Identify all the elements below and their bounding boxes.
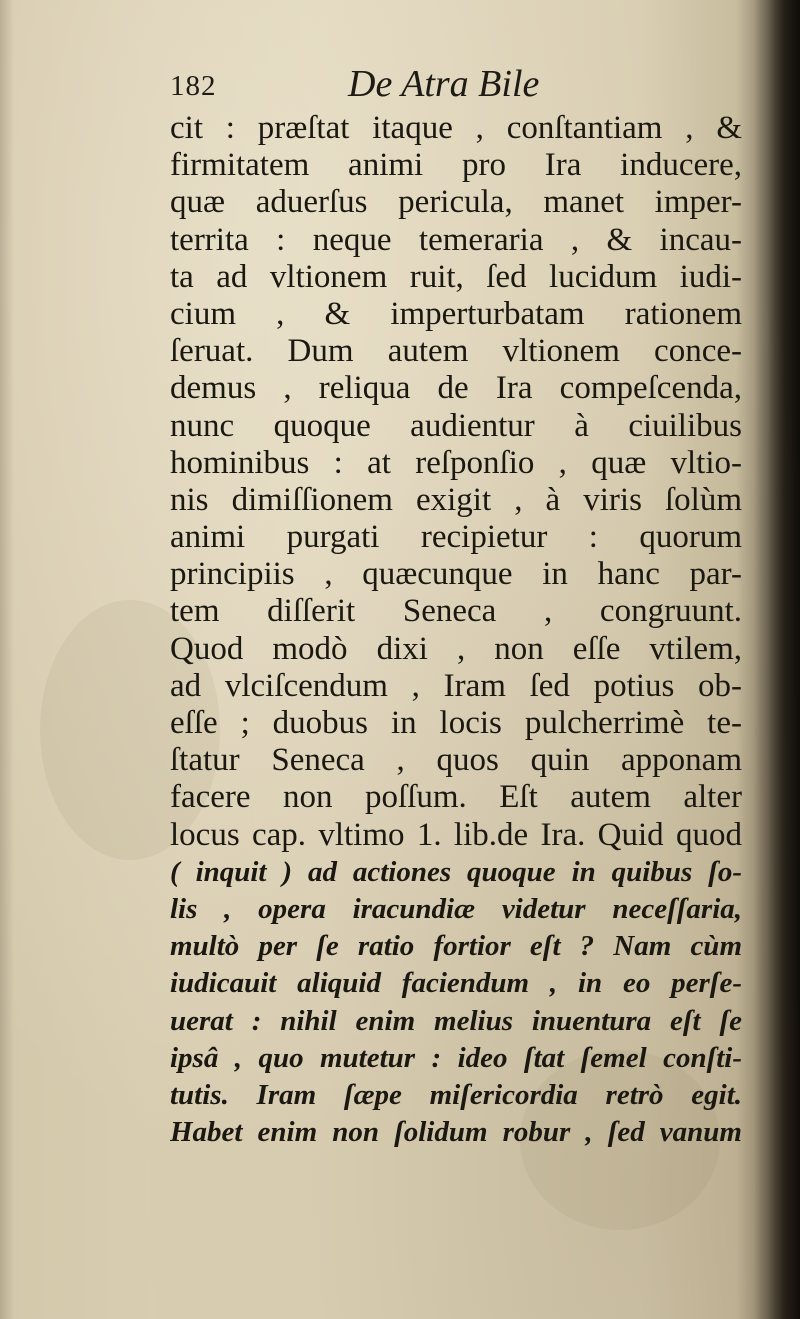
text-line: firmitatem animi pro Ira inducere, — [170, 147, 742, 184]
text-line: animi purgati recipietur : quorum — [170, 519, 742, 556]
text-line: cium , & imperturbatam rationem — [170, 295, 742, 332]
quotation-line: lis , opera iracundiæ videtur neceſſaria, — [170, 892, 742, 925]
text-line: hominibus : at reſponſio , quæ vltio- — [170, 444, 742, 481]
running-head: De Atra Bile — [348, 63, 540, 105]
text-line: locus cap. vltimo 1. lib.de Ira. Quid quod — [170, 816, 742, 853]
text-line: territa : neque temeraria , & incau- — [170, 221, 742, 258]
text-line: ad vlciſcendum , Iram ſed potius ob- — [170, 667, 742, 704]
page-left-edge — [0, 0, 14, 1319]
text-line: facere non poſſum. Eſt autem alter — [170, 779, 742, 816]
text-line: ſtatur Seneca , quos quin apponam — [170, 742, 742, 779]
text-line: nis dimiſſionem exigit , à viris ſolùm — [170, 481, 742, 518]
quotation-line: multò per ſe ratio fortior eſt ? Nam cùm — [170, 930, 742, 963]
text-line: cit : præſtat itaque , conſtantiam , & — [170, 110, 742, 146]
quotation-line: uerat : nihil enim melius inuentura eſt ſe — [170, 1004, 742, 1037]
text-line: tem diſſerit Seneca , congruunt. — [170, 593, 742, 630]
quotation-line: ipsâ , quo mutetur : ideo ſtat ſemel conſti- — [170, 1041, 742, 1074]
binding-gutter-shadow — [754, 0, 800, 1319]
text-line: ta ad vltionem ruit, ſed lucidum iudi- — [170, 258, 742, 295]
quotation-line: tutis. Iram ſæpe miſericordia retrò egit. — [170, 1078, 742, 1111]
text-line: demus , reliqua de Ira compeſcenda, — [170, 370, 742, 407]
text-line: Quod modò dixi , non eſſe vtilem, — [170, 630, 742, 667]
quotation-line: iudicauit aliquid faciendum , in eo perſe- — [170, 967, 742, 1000]
text-line: ſeruat. Dum autem vltionem conce- — [170, 333, 742, 370]
text-line: eſſe ; duobus in locis pulcherrimè te- — [170, 705, 742, 741]
quotation-line: ( inquit ) ad actiones quoque in quibus ſo- — [170, 855, 742, 888]
body-text — [170, 110, 742, 1151]
quotation-line: Habet enim non ſolidum robur , ſed vanum — [170, 1116, 742, 1149]
text-line: nunc quoque audientur à ciuilibus — [170, 407, 742, 444]
page-header — [170, 62, 590, 110]
page-number: 182 — [170, 70, 217, 102]
text-line: quæ aduerſus pericula, manet imper- — [170, 184, 742, 221]
text-line: principiis , quæcunque in hanc par- — [170, 556, 742, 593]
